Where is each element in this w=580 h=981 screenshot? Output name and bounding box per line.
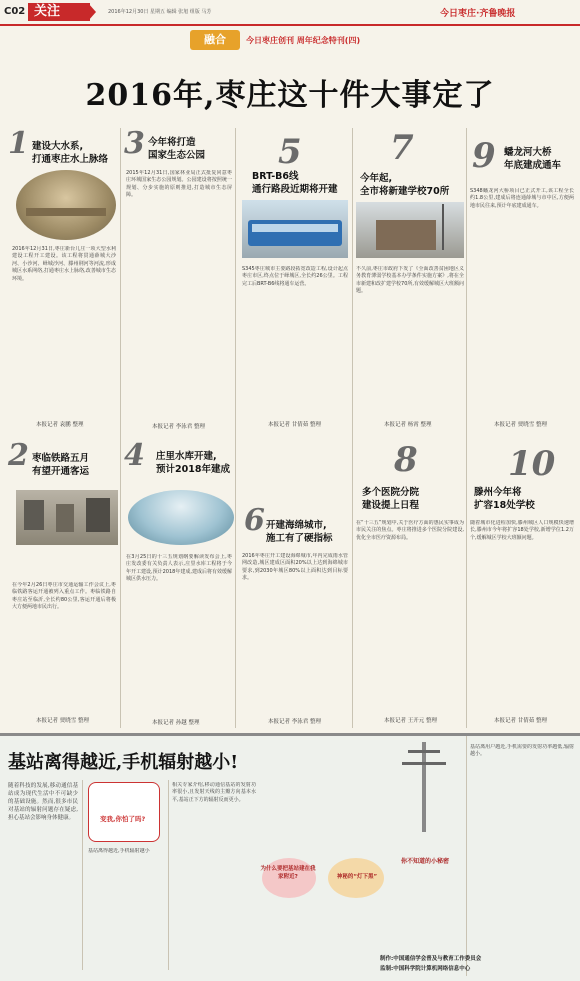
paper-name: 今日枣庄·齐鲁晚报	[440, 9, 516, 19]
event-body: 在今年2月26日枣庄市交通运输工作会议上,枣临铁路客运开通被列入重点工作。枣临铁路自枣庄站至临沂,全长约80公里,客运开通后将极大方便两地市民出行。	[12, 582, 116, 611]
event-number: 4	[124, 438, 145, 473]
event-author: 本报记者 李泳君 整理	[268, 719, 321, 725]
event-photo	[356, 202, 464, 258]
event-author: 本报记者 李泳君 整理	[152, 424, 205, 430]
event-title: 多个医院分院 建设提上日程	[362, 487, 420, 511]
event-photo	[16, 490, 118, 545]
event-number: 5	[278, 132, 302, 172]
event-photo	[16, 170, 116, 240]
banner-badge: 融合	[190, 30, 240, 50]
anniversary-banner	[190, 30, 440, 52]
event-author: 本报记者 杨霄 整理	[384, 422, 432, 428]
event-number: 10	[508, 444, 556, 484]
page-header	[0, 0, 580, 30]
event-title: 今年起, 全市将新建学校70所	[360, 173, 450, 197]
q1-body: 基站离得越近,手机辐射越小	[88, 848, 150, 854]
event-3	[122, 128, 234, 433]
banner-text: 今日枣庄创刊 周年纪念特刊(四)	[246, 36, 361, 45]
event-2	[6, 440, 118, 730]
event-title: 今年将打造 国家生态公园	[148, 137, 206, 161]
event-number: 3	[124, 126, 145, 161]
science-intro: 随着科技的发展,移动通信基站成为现代生活中不可缺少的基础设施。然而,很多市民对基站的辐射问题存在疑虑,担心基站会影响身体健康。	[8, 783, 78, 821]
event-photo	[242, 200, 348, 258]
event-body: 2016年12月31日,枣庄新台儿庄一项大型水利建设工程开工建设。该工程将贯通薛城大沙河、小沙河、峄城沙河、滕州荆河等河流,形成城区水系网络,打通枣庄水上脉络,改善城市生态环境。	[12, 246, 116, 282]
header-rule	[0, 24, 580, 26]
event-author: 本报记者 甘倩茹 整理	[494, 718, 547, 724]
event-author: 本报记者 袁鹏 整理	[36, 422, 84, 428]
event-title: 滕州今年将 扩容18处学校	[474, 487, 535, 511]
date-line: 2016年12月30日 星期五 编辑 张旭 组版 马芳	[108, 9, 212, 15]
event-7	[354, 128, 466, 433]
event-author: 本报记者 孙越 整理	[152, 720, 200, 726]
q2-title: 为什么要把基站建在我家附近?	[260, 866, 316, 880]
page-number: C02	[4, 6, 26, 17]
event-number: 2	[8, 438, 29, 473]
event-photo	[128, 490, 234, 545]
q3-title: 神秘的“灯下黑”	[336, 874, 378, 880]
event-body: 不久前,枣庄市政府下发了《全面改善贫困地区义务教育薄弱学校基本办学条件实施方案》,将在全市新建和改扩建学校70所,有效缓解城区大班额问题。	[356, 266, 464, 295]
event-title: 枣临铁路五月 有望开通客运	[32, 453, 90, 477]
science-section	[0, 736, 580, 981]
credits-line-1: 制作:中国通信学会普及与教育工作委员会	[380, 956, 482, 962]
q1-title: 变我,你怕了吗?	[100, 815, 146, 823]
event-author: 本报记者 贾晓雪 整理	[494, 422, 547, 428]
event-6	[238, 505, 350, 730]
event-author: 本报记者 甘倩茹 整理	[268, 422, 321, 428]
event-9	[468, 128, 576, 433]
event-body: 2015年12月31日,国家林业局正式批复同意枣庄环城国家生态公园规划。公园建设将按照统一规划、分步实施的原则推进,打造城市生态屏障。	[126, 170, 232, 199]
event-author: 本报记者 王开元 整理	[384, 718, 437, 724]
main-title: 2016年,枣庄这十件大事定了	[85, 78, 495, 113]
event-10	[468, 440, 576, 730]
credits-line-2: 监制:中国科学院计算机网络信息中心	[380, 966, 471, 972]
science-body-mid: 相关专家介绍,移动通信基站的发射功率很小,且发射天线的主瓣方向基本水平,基站正下方的辐射反而更小。	[172, 782, 256, 803]
event-body: 2016年枣庄开工建设海绵城市,年内完成雨水管网改造,城区建成区面积20%以上达到海绵城市要求,到2030年城区80%以上面积达到目标要求。	[242, 553, 348, 582]
event-5	[238, 128, 350, 433]
phone-illustration	[88, 782, 160, 842]
science-body-right: 基站离用户越近,手机需要的发射功率越低,辐射越小。	[470, 744, 574, 758]
event-title: BRT-B6线 通行路段近期将开建	[252, 171, 338, 195]
section-arrow-icon	[88, 3, 96, 21]
section-label: 关注	[28, 3, 90, 21]
event-title: 庄里水库开建, 预计2018年建成	[156, 451, 230, 475]
tower-illustration	[388, 742, 462, 842]
event-8	[354, 440, 466, 730]
event-body: 随着城市化进程加快,滕州城区人口规模快速增长,滕州市今年将扩容18处学校,新增学位1.2万个,缓解城区学校大班额问题。	[470, 520, 574, 541]
event-body: 在“十三五”规划中,关于医疗方面的惠民实事成为市民关注的焦点。枣庄将推进多个医院分院建设,优化全市医疗资源布局。	[356, 520, 464, 541]
event-4	[122, 440, 234, 730]
event-1	[6, 128, 118, 433]
event-body: 在3月25日的十三五规划纲要解读发布会上,枣庄发改委有关负责人表示,庄里水库工程将于今年开工建设,预计2018年建成,建成后将有效缓解城区供水压力。	[126, 554, 232, 583]
event-number: 1	[8, 126, 29, 161]
event-title: 开建海绵城市, 施工有了硬指标	[266, 520, 333, 544]
event-number: 6	[244, 503, 265, 538]
event-body: S348蟠龙河大桥项目已正式开工,该工程全长约1.8公里,建成后将连通薛城与市中区,方便两地市民往来,预计年底建成通车。	[470, 188, 574, 209]
event-body: S345枣庄城市主要路段拓宽改造工程,设计起点枣庄市区,终点位于峄城区,全长约26公里。工程完工后BRT-B6线将通车运营。	[242, 266, 348, 287]
event-author: 本报记者 贾晓雪 整理	[36, 718, 89, 724]
event-number: 8	[394, 440, 418, 480]
q4-title: 你不知道的小秘密	[400, 858, 449, 865]
event-number: 9	[472, 136, 496, 176]
event-title: 建设大水系, 打通枣庄水上脉络	[32, 141, 109, 165]
event-number: 7	[390, 128, 414, 168]
science-title: 基站离得越近,手机辐射越小!	[8, 752, 239, 773]
event-title: 蟠龙河大桥 年底建成通车	[504, 147, 562, 171]
